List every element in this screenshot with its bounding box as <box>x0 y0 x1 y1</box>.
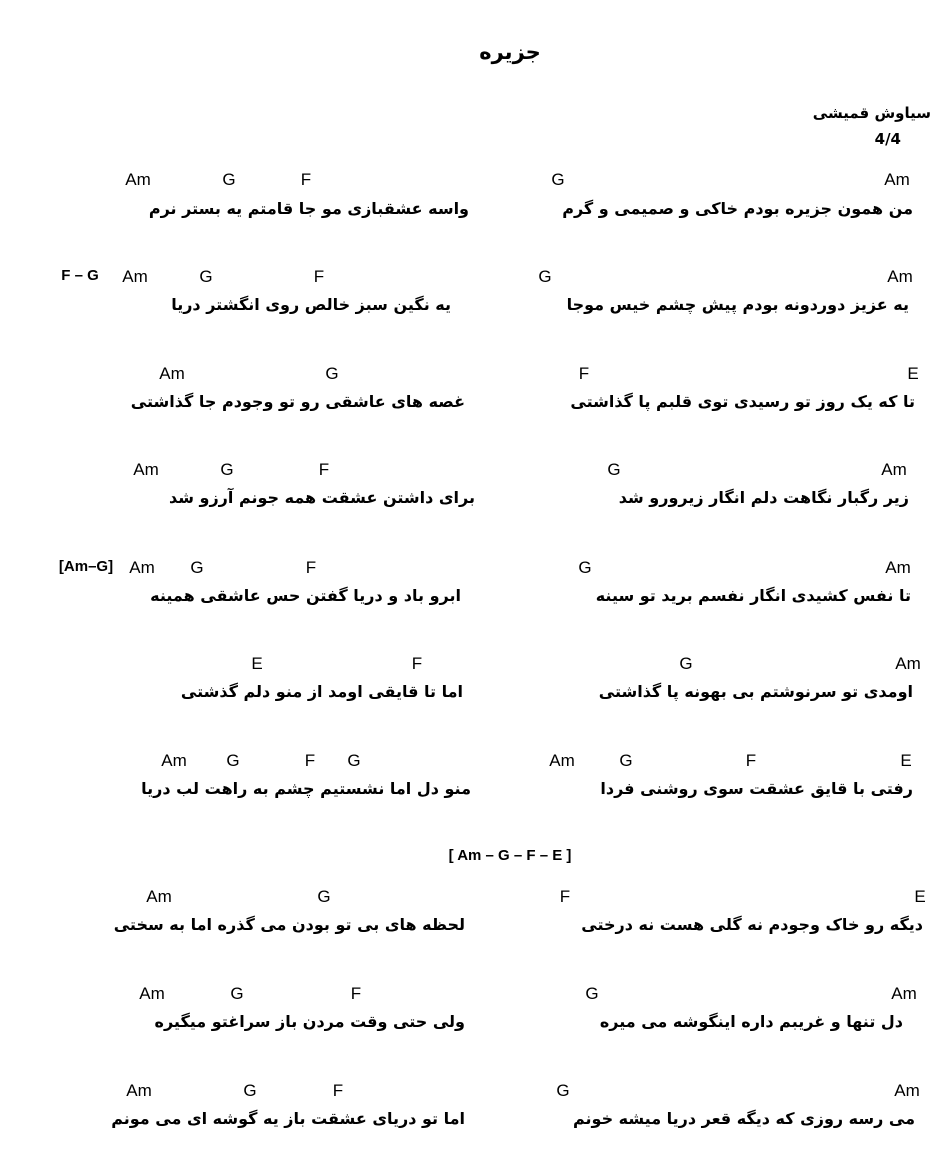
chord: F <box>313 267 325 286</box>
lyric-left: ولی حتی وقت مردن باز سراغتو میگیره <box>154 1012 465 1031</box>
chord: G <box>538 267 552 286</box>
chord: G <box>230 984 244 1003</box>
chord: F <box>300 170 312 189</box>
chord: G <box>679 654 693 673</box>
chord: G <box>226 751 240 770</box>
lyric-left: اما تو دریای عشقت باز یه گوشه ای می مونم <box>111 1109 465 1128</box>
chord: Am <box>895 654 921 673</box>
lyric-right: زیر رگبار نگاهت دلم انگار زیرورو شد <box>618 488 909 507</box>
time-signature: 4/4 <box>874 130 901 148</box>
chord: G <box>619 751 633 770</box>
chord: G <box>325 364 339 383</box>
lyric-left: منو دل اما نشستیم چشم به راهت لب دریا <box>141 779 471 798</box>
chord: F <box>745 751 757 770</box>
chord: F <box>305 558 317 577</box>
chord: [Am–G] <box>58 558 114 575</box>
chord: G <box>317 887 331 906</box>
chord: Am <box>884 170 910 189</box>
chord: Am <box>126 1081 152 1100</box>
chord: Am <box>881 460 907 479</box>
lyric-left: لحظه های بی تو بودن می گذره اما به سختی <box>113 915 465 934</box>
chord: F <box>411 654 423 673</box>
chord: F – G <box>61 267 99 284</box>
chord: F <box>578 364 590 383</box>
chord: Am <box>133 460 159 479</box>
lyric-right: من همون جزیره بودم خاکی و صمیمی و گرم <box>562 199 913 218</box>
lyric-right: اومدی تو سرنوشتم بی بهونه پا گذاشتی <box>598 682 913 701</box>
chord: E <box>914 887 926 906</box>
lyric-right: دیگه رو خاک وجودم نه گلی هست نه درختی <box>581 915 923 934</box>
chord: G <box>190 558 204 577</box>
chord: G <box>551 170 565 189</box>
chord: G <box>578 558 592 577</box>
chord: E <box>251 654 263 673</box>
chord: Am <box>129 558 155 577</box>
chord: G <box>243 1081 257 1100</box>
lyric-left: یه نگین سبز خالص روی انگشتر دریا <box>171 295 451 314</box>
lyric-right: دل تنها و غریبم داره اینگوشه می میره <box>599 1012 903 1031</box>
chord: Am <box>139 984 165 1003</box>
chord: Am <box>122 267 148 286</box>
chord: F <box>559 887 571 906</box>
chord: G <box>585 984 599 1003</box>
chord: Am <box>146 887 172 906</box>
lyric-left: واسه عشقبازی مو جا قامتم یه بستر نرم <box>148 199 469 218</box>
chord: Am <box>125 170 151 189</box>
chord: F <box>304 751 316 770</box>
chord: Am <box>159 364 185 383</box>
chord: Am <box>894 1081 920 1100</box>
chord: G <box>347 751 361 770</box>
lyric-right: تا نفس کشیدی انگار نفسم برید تو سینه <box>595 586 911 605</box>
lyric-left: ابرو باد و دریا گفتن حس عاشقی همینه <box>150 586 461 605</box>
chord: F <box>350 984 362 1003</box>
chord: G <box>556 1081 570 1100</box>
song-title: جزیره <box>479 40 541 64</box>
lyric-left: اما تا قایقی اومد از منو دلم گذشتی <box>180 682 463 701</box>
chord: F <box>318 460 330 479</box>
chord: E <box>900 751 912 770</box>
chord: G <box>222 170 236 189</box>
lyric-left: برای داشتن عشقت همه جونم آرزو شد <box>168 488 475 507</box>
lyric-right: یه عزیز دوردونه بودم پیش چشم خیس موجا <box>566 295 909 314</box>
chord: Am <box>887 267 913 286</box>
lyric-right: رفتی با قایق عشقت سوی روشنی فردا <box>600 779 913 798</box>
chord: Am <box>549 751 575 770</box>
chord: F <box>332 1081 344 1100</box>
lyric-left: غصه های عاشقی رو تو وجودم جا گذاشتی <box>130 392 465 411</box>
interlude-chords: [ Am – G – F – E ] <box>448 847 572 864</box>
chord: E <box>907 364 919 383</box>
lyric-right: می رسه روزی که دیگه قعر دریا میشه خونم <box>572 1109 915 1128</box>
chord: Am <box>891 984 917 1003</box>
artist-name: سیاوش قمیشی <box>812 104 931 122</box>
chord: G <box>607 460 621 479</box>
chord: G <box>199 267 213 286</box>
chord: Am <box>161 751 187 770</box>
chord: G <box>220 460 234 479</box>
lyric-right: تا که یک روز تو رسیدی توی قلبم پا گذاشتی <box>570 392 915 411</box>
chord: Am <box>885 558 911 577</box>
